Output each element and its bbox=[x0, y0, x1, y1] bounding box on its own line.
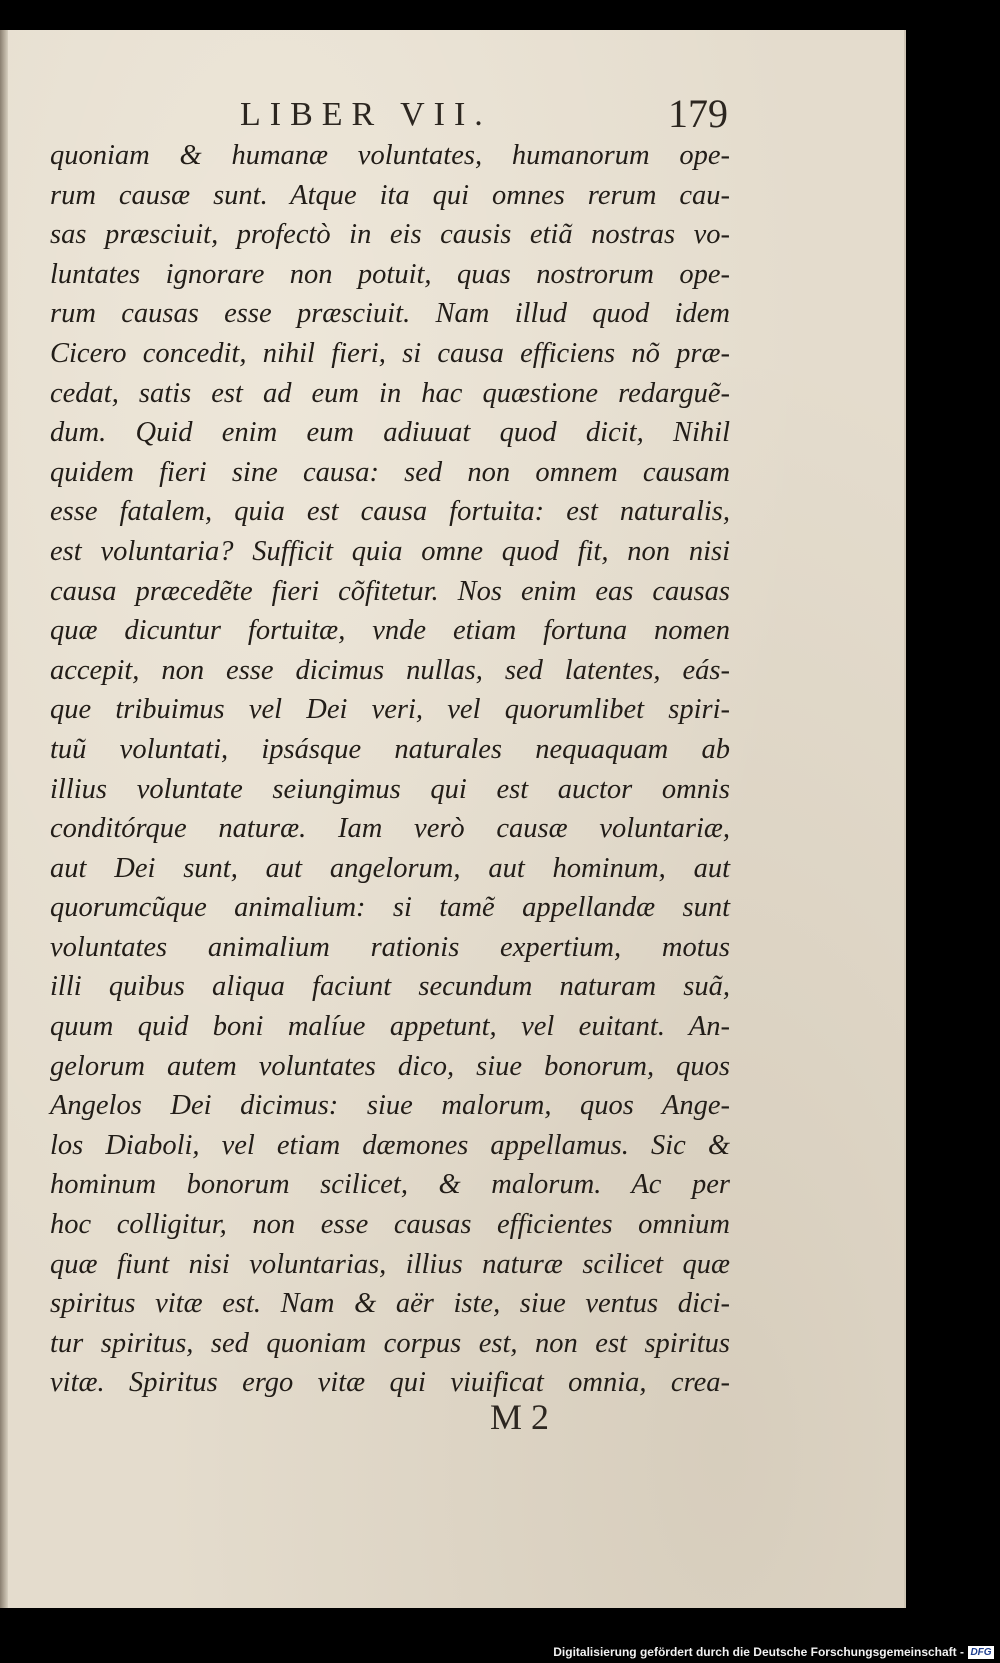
page-number: 179 bbox=[668, 91, 728, 136]
footer-bar bbox=[0, 1643, 1000, 1663]
text-line: hoc colligitur, non esse causas efficientes omnium bbox=[50, 1209, 730, 1241]
text-line: los Diaboli, vel etiam dæmones appellamus. Sic & bbox=[50, 1129, 730, 1161]
text-line: esse fatalem, quia est causa fortuita: est naturalis, bbox=[50, 496, 730, 528]
funding-credit: Digitalisierung gefördert durch die Deutsche Forschungsgemeinschaft - bbox=[553, 1645, 964, 1659]
text-line: hominum bonorum scilicet, & malorum. Ac per bbox=[50, 1169, 730, 1201]
text-line: quæ dicuntur fortuitæ, vnde etiam fortuna nomen bbox=[50, 615, 730, 647]
text-line: rum causæ sunt. Atque ita qui omnes rerum cau- bbox=[50, 179, 730, 211]
body-text bbox=[50, 136, 730, 1403]
text-line: accepit, non esse dicimus nullas, sed latentes, eás- bbox=[50, 654, 730, 686]
text-line: quorumcũque animalium: si tamẽ appellandæ sunt bbox=[50, 892, 730, 924]
text-line: tur spiritus, sed quoniam corpus est, non est spiritus bbox=[50, 1327, 730, 1359]
text-line: causa præcedẽte fieri cõfitetur. Nos enim eas causas bbox=[50, 575, 730, 607]
text-line: vitæ. Spiritus ergo vitæ qui viuificat omnia, crea- bbox=[50, 1367, 730, 1399]
text-line: Cicero concedit, nihil fieri, si causa efficiens nõ præ- bbox=[50, 337, 730, 369]
signature-mark: M 2 bbox=[490, 1397, 550, 1437]
text-line: quum quid boni malíue appetunt, vel euitant. An- bbox=[50, 1011, 730, 1043]
text-line: cedat, satis est ad eum in hac quæstione redarguẽ- bbox=[50, 377, 730, 409]
text-line: quæ fiunt nisi voluntarias, illius naturæ scilicet quæ bbox=[50, 1248, 730, 1280]
text-line: aut Dei sunt, aut angelorum, aut hominum, aut bbox=[50, 852, 730, 884]
text-line: gelorum autem voluntates dico, siue bonorum, quos bbox=[50, 1050, 730, 1082]
text-line: Angelos Dei dicimus: siue malorum, quos Ange- bbox=[50, 1090, 730, 1122]
text-line: que tribuimus vel Dei veri, vel quorumlibet spiri- bbox=[50, 694, 730, 726]
text-line: illius voluntate seiungimus qui est auctor omnis bbox=[50, 773, 730, 805]
text-line: dum. Quid enim eum adiuuat quod dicit, Nihil bbox=[50, 417, 730, 449]
text-line: illi quibus aliqua faciunt secundum naturam suã, bbox=[50, 971, 730, 1003]
text-line: quoniam & humanæ voluntates, humanorum ope- bbox=[50, 140, 730, 171]
text-line: rum causas esse præsciuit. Nam illud quod idem bbox=[50, 298, 730, 330]
dfg-logo-icon: DFG bbox=[968, 1646, 994, 1659]
page-gutter-edge bbox=[0, 30, 8, 1608]
text-line: tuũ voluntati, ipsásque naturales nequaquam ab bbox=[50, 733, 730, 765]
text-line: luntates ignorare non potuit, quas nostrorum ope- bbox=[50, 258, 730, 290]
text-line: conditórque naturæ. Iam verò causæ voluntariæ, bbox=[50, 813, 730, 845]
running-head: LIBER VII. bbox=[240, 96, 492, 133]
text-line: est voluntaria? Sufficit quia omne quod fit, non nisi bbox=[50, 535, 730, 567]
text-line: voluntates animalium rationis expertium, motus bbox=[50, 931, 730, 963]
text-line: quidem fieri sine causa: sed non omnem causam bbox=[50, 456, 730, 488]
text-line: spiritus vitæ est. Nam & aër iste, siue ventus dici- bbox=[50, 1288, 730, 1320]
text-line: sas præsciuit, profectò in eis causis etiã nostras vo- bbox=[50, 219, 730, 251]
